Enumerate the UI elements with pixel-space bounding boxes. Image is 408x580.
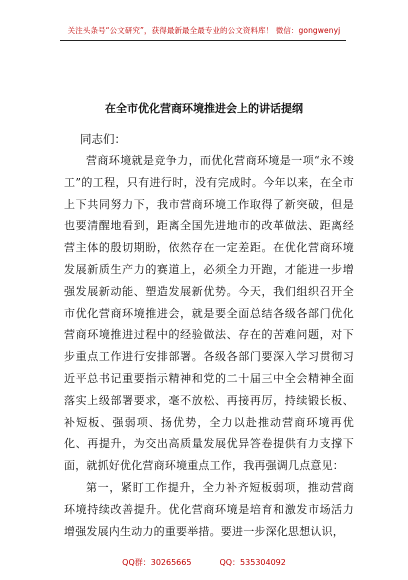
footer-qq-group: QQ群：30265665 bbox=[122, 558, 192, 567]
document-title: 在全市优化营商环境推进会上的讲话提纲 bbox=[105, 102, 303, 115]
document-body bbox=[64, 128, 354, 542]
footer-qq: QQ：535304092 bbox=[219, 558, 286, 567]
header-divider bbox=[60, 40, 346, 41]
footer-contact bbox=[0, 557, 408, 568]
salutation: 同志们： bbox=[80, 132, 126, 146]
paragraph-intro: 营商环境就是竞争力，而优化营商环境是一项“永不竣工”的工程，只有进行时，没有完成时。今年以来，在全市上下共同努力下，我市营商环境工作取得了新突破，但是也要清醒地看到，距离全国先进地市的改革做法、距离经营主体的殷切期盼，依然存在一定差距。在优化营商环境发展新质生产力的赛道上，必须全力开跑，才能进一步增强发展新动能、塑造发展新优势。今天，我们组织召开全市优化营商环境推进会，就是要全面总结各级各部门优化营商环境推进过程中的经验做法、存在的苦难问题，对下步重点工作进行安排部署。各级各部门要深入学习贯彻习近平总书记重要指示精神和党的二十届三中全会精神全面落实上级部署要求，毫不放松、再接再厉，持续锻长板、补短板、强弱项、扬优势，全力以赴推动营商环境再优化、再提升，为交出高质量发展优异答卷提供有力支撑下面，就抓好优化营商环境重点工作，我再强调几点意见： bbox=[64, 154, 354, 473]
paragraph-point-one: 第一，紧盯工作提升，全力补齐短板弱项，推动营商环境持续改善提升。优化营商环境是培育和激发市场活力增强发展内生动力的重要举措。要进一步深化思想认识， bbox=[64, 480, 354, 538]
header-note: 关注头条号“公文研究”，获得最新最全最专业的公文资料库！ 微信：gongwenyj bbox=[67, 26, 341, 35]
